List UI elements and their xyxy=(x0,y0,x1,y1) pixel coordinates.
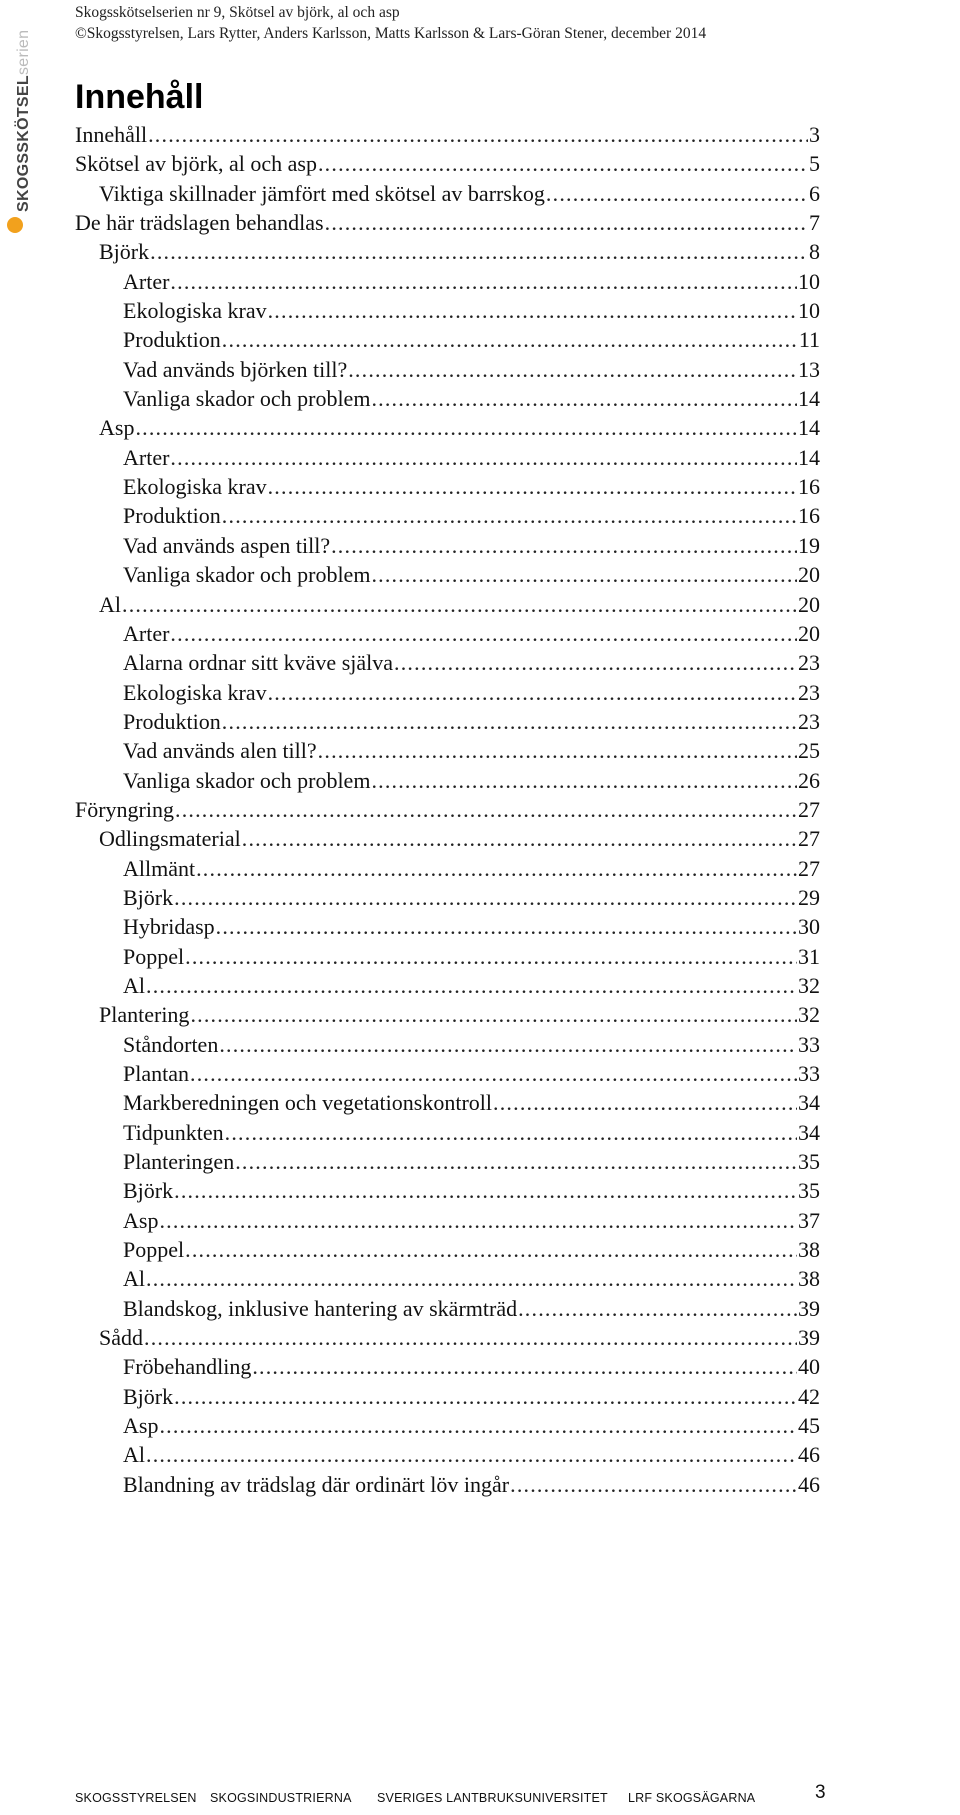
toc-entry[interactable] xyxy=(75,1264,820,1293)
toc-entry-label: Vanliga skador och problem xyxy=(123,386,371,412)
toc-entry-label: Al xyxy=(123,1266,145,1292)
toc-entry-label: Vad används alen till? xyxy=(123,738,317,764)
toc-entry-label: Poppel xyxy=(123,943,185,969)
toc-entry-page: 14 xyxy=(798,386,820,412)
toc-entry[interactable] xyxy=(75,1294,820,1323)
toc-leader-dots xyxy=(371,560,797,589)
toc-entry-label: Poppel xyxy=(123,1237,185,1263)
toc-entry-label: Vad används aspen till? xyxy=(123,532,331,558)
toc-entry[interactable] xyxy=(75,1118,820,1147)
logo-dot-icon xyxy=(7,217,23,233)
toc-entry-page: 27 xyxy=(798,855,820,881)
toc-entry-label: Fröbehandling xyxy=(123,1354,252,1380)
toc-entry-page: 16 xyxy=(798,503,820,529)
toc-entry[interactable] xyxy=(75,883,820,912)
toc-entry-page: 42 xyxy=(798,1383,820,1409)
toc-entry-label: Ekologiska krav xyxy=(123,298,267,324)
toc-entry-page: 23 xyxy=(798,650,820,676)
toc-leader-dots xyxy=(318,736,797,765)
toc-leader-dots xyxy=(371,766,797,795)
toc-entry[interactable] xyxy=(75,619,820,648)
toc-leader-dots xyxy=(135,413,797,442)
toc-leader-dots xyxy=(146,1440,797,1469)
toc-leader-dots xyxy=(235,1147,797,1176)
toc-leader-dots xyxy=(331,531,797,560)
toc-leader-dots xyxy=(219,1030,797,1059)
toc-leader-dots xyxy=(174,883,797,912)
toc-entry[interactable] xyxy=(75,384,820,413)
toc-entry[interactable] xyxy=(75,120,820,149)
toc-entry-page: 20 xyxy=(798,562,820,588)
toc-entry[interactable] xyxy=(75,560,820,589)
toc-leader-dots xyxy=(252,1352,797,1381)
toc-entry-label: Asp xyxy=(123,1207,159,1233)
toc-entry-page: 32 xyxy=(798,1002,820,1028)
toc-entry-label: Blandning av trädslag där ordinärt löv ingår xyxy=(123,1471,510,1497)
toc-leader-dots xyxy=(196,854,797,883)
toc-leader-dots xyxy=(394,648,797,677)
toc-entry[interactable] xyxy=(75,472,820,501)
toc-leader-dots xyxy=(175,795,797,824)
page-number: 3 xyxy=(815,1782,826,1803)
logo-main-text: SKOGSSKÖTSEL xyxy=(15,75,32,212)
toc-entry-page: 19 xyxy=(798,532,820,558)
toc-leader-dots xyxy=(318,149,808,178)
toc-entry[interactable] xyxy=(75,1382,820,1411)
toc-entry-page: 40 xyxy=(798,1354,820,1380)
toc-entry[interactable] xyxy=(75,443,820,472)
toc-entry-label: Markberedningen och vegetationskontroll xyxy=(123,1090,493,1116)
toc-entry-label: Ekologiska krav xyxy=(123,474,267,500)
toc-leader-dots xyxy=(222,325,798,354)
toc-entry-label: Asp xyxy=(99,415,135,441)
toc-entry-label: Ståndorten xyxy=(123,1031,219,1057)
toc-leader-dots xyxy=(546,179,808,208)
toc-entry-label: De här trädslagen behandlas xyxy=(75,210,324,236)
toc-entry[interactable] xyxy=(75,854,820,883)
toc-entry-label: Sådd xyxy=(99,1325,143,1351)
toc-entry-page: 11 xyxy=(798,327,820,353)
toc-entry-page: 6 xyxy=(809,180,820,206)
toc-entry-label: Produktion xyxy=(123,708,221,734)
toc-entry[interactable] xyxy=(75,531,820,560)
footer-org-skogsindustrierna: SKOGSINDUSTRIERNA xyxy=(210,1791,352,1805)
footer-org-skogsstyrelsen: SKOGSSTYRELSEN xyxy=(75,1791,197,1805)
toc-entry[interactable] xyxy=(75,1323,820,1352)
toc-leader-dots xyxy=(268,472,797,501)
toc-entry-page: 5 xyxy=(809,151,820,177)
toc-entry-page: 35 xyxy=(798,1149,820,1175)
toc-leader-dots xyxy=(510,1470,797,1499)
toc-entry-label: Plantan xyxy=(123,1061,189,1086)
toc-entry-page: 14 xyxy=(798,444,820,470)
toc-leader-dots xyxy=(222,501,797,530)
toc-entry-label: Plantering xyxy=(99,1002,190,1028)
toc-entry[interactable] xyxy=(75,1030,820,1059)
toc-entry-label: Produktion xyxy=(123,503,221,529)
toc-entry-page: 29 xyxy=(798,884,820,910)
toc-entry-page: 20 xyxy=(798,620,820,646)
toc-entry-label: Asp xyxy=(123,1413,159,1439)
toc-entry-label: Vanliga skador och problem xyxy=(123,767,371,793)
toc-entry[interactable] xyxy=(75,824,820,853)
toc-entry-page: 46 xyxy=(798,1442,820,1468)
toc-leader-dots xyxy=(144,1323,797,1352)
toc-entry[interactable] xyxy=(75,1470,820,1499)
toc-entry[interactable] xyxy=(75,766,820,795)
toc-entry-page: 34 xyxy=(798,1090,820,1116)
toc-entry-label: Vad används björken till? xyxy=(123,356,348,382)
toc-leader-dots xyxy=(148,120,808,149)
toc-entry-label: Al xyxy=(123,972,145,998)
toc-entry[interactable] xyxy=(75,1235,820,1264)
toc-entry-page: 38 xyxy=(798,1237,820,1263)
toc-entry-label: Produktion xyxy=(123,327,221,353)
toc-leader-dots xyxy=(518,1294,797,1323)
toc-entry[interactable] xyxy=(75,1147,820,1176)
toc-leader-dots xyxy=(170,443,797,472)
toc-entry[interactable] xyxy=(75,179,820,208)
page-title: Innehåll xyxy=(75,78,204,116)
toc-entry-page: 27 xyxy=(798,826,820,852)
series-logo xyxy=(2,29,32,230)
toc-entry[interactable] xyxy=(75,355,820,384)
toc-entry-page: 33 xyxy=(798,1031,820,1057)
toc-entry-page: 8 xyxy=(809,239,820,265)
toc-entry[interactable] xyxy=(75,1059,820,1088)
toc-entry-page: 38 xyxy=(798,1266,820,1292)
toc-entry-label: Arter xyxy=(123,268,170,294)
toc-leader-dots xyxy=(170,267,797,296)
toc-entry[interactable] xyxy=(75,208,820,237)
toc-entry-page: 23 xyxy=(798,679,820,705)
toc-entry-label: Viktiga skillnader jämfört med skötsel av barrskog xyxy=(99,180,545,206)
toc-entry[interactable] xyxy=(75,971,820,1000)
toc-entry-page: 26 xyxy=(798,767,820,793)
toc-entry-page: 32 xyxy=(798,972,820,998)
toc-leader-dots xyxy=(216,912,797,941)
toc-entry-label: Björk xyxy=(123,1178,174,1204)
toc-entry[interactable] xyxy=(75,1411,820,1440)
toc-entry-page: 25 xyxy=(798,738,820,764)
toc-entry[interactable] xyxy=(75,149,820,178)
toc-entry[interactable] xyxy=(75,1440,820,1469)
toc-entry-page: 30 xyxy=(798,914,820,940)
toc-entry-page: 16 xyxy=(798,474,820,500)
toc-leader-dots xyxy=(185,1235,797,1264)
toc-leader-dots xyxy=(493,1088,797,1117)
toc-leader-dots xyxy=(159,1206,797,1235)
toc-entry-label: Björk xyxy=(123,884,174,910)
toc-entry-page: 35 xyxy=(798,1178,820,1204)
toc-entry-label: Arter xyxy=(123,620,170,646)
toc-leader-dots xyxy=(268,296,797,325)
toc-entry-label: Hybridasp xyxy=(123,914,215,940)
toc-entry[interactable] xyxy=(75,648,820,677)
toc-entry-label: Ekologiska krav xyxy=(123,679,267,705)
toc-leader-dots xyxy=(190,1000,797,1029)
toc-entry[interactable] xyxy=(75,736,820,765)
toc-leader-dots xyxy=(268,678,797,707)
toc-entry-page: 7 xyxy=(809,210,820,236)
table-of-contents xyxy=(75,120,820,1499)
toc-entry-label: Arter xyxy=(123,444,170,470)
toc-entry[interactable] xyxy=(75,1088,820,1117)
toc-entry[interactable] xyxy=(75,1352,820,1381)
toc-entry-page: 23 xyxy=(798,708,820,734)
toc-leader-dots xyxy=(170,619,797,648)
toc-entry[interactable] xyxy=(75,1176,820,1205)
toc-entry-label: Blandskog, inklusive hantering av skärmträd xyxy=(123,1295,518,1321)
toc-leader-dots xyxy=(325,208,808,237)
toc-entry-label: Vanliga skador och problem xyxy=(123,562,371,588)
toc-entry[interactable] xyxy=(75,1206,820,1235)
series-title: Skogsskötselserien nr 9, Skötsel av björk, al och asp xyxy=(75,4,400,21)
toc-entry-page: 27 xyxy=(798,796,820,822)
toc-entry-label: Innehåll xyxy=(75,122,148,147)
copyright-line: ©Skogsstyrelsen, Lars Rytter, Anders Karlsson, Matts Karlsson & Lars-Göran Stener, december 2014 xyxy=(75,25,707,42)
footer-org-slu: SVERIGES LANTBRUKSUNIVERSITET xyxy=(377,1791,608,1805)
toc-entry[interactable] xyxy=(75,501,820,530)
toc-entry-label: Tidpunkten xyxy=(123,1119,224,1145)
toc-entry-page: 39 xyxy=(798,1295,820,1321)
toc-leader-dots xyxy=(146,971,797,1000)
toc-entry-page: 46 xyxy=(798,1471,820,1497)
toc-entry-label: Al xyxy=(99,591,121,617)
toc-entry-page: 34 xyxy=(798,1119,820,1145)
toc-entry-page: 13 xyxy=(798,356,820,382)
toc-entry[interactable] xyxy=(75,678,820,707)
toc-entry-page: 31 xyxy=(798,943,820,969)
document-header xyxy=(75,2,706,44)
toc-leader-dots xyxy=(159,1411,797,1440)
toc-entry[interactable] xyxy=(75,912,820,941)
toc-entry[interactable] xyxy=(75,590,820,619)
toc-entry-page: 20 xyxy=(798,591,820,617)
toc-entry-page: 14 xyxy=(798,415,820,441)
toc-entry[interactable] xyxy=(75,237,820,266)
toc-leader-dots xyxy=(190,1059,797,1088)
toc-entry-page: 37 xyxy=(798,1207,820,1233)
toc-entry-page: 39 xyxy=(798,1325,820,1351)
toc-leader-dots xyxy=(150,237,808,266)
toc-entry[interactable] xyxy=(75,795,820,824)
toc-entry-page: 10 xyxy=(798,298,820,324)
toc-entry-label: Alarna ordnar sitt kväve själva xyxy=(123,650,394,676)
toc-leader-dots xyxy=(348,355,797,384)
toc-leader-dots xyxy=(222,707,797,736)
logo-sub-text: serien xyxy=(15,29,32,76)
toc-entry[interactable] xyxy=(75,707,820,736)
toc-entry-label: Allmänt xyxy=(123,855,196,881)
logo-wordmark xyxy=(15,30,33,212)
toc-entry-label: Skötsel av björk, al och asp xyxy=(75,151,317,177)
toc-entry-page: 3 xyxy=(809,122,820,147)
toc-entry-label: Föryngring xyxy=(75,796,174,822)
toc-leader-dots xyxy=(242,824,797,853)
toc-entry-page: 10 xyxy=(798,268,820,294)
toc-leader-dots xyxy=(185,942,797,971)
toc-entry[interactable] xyxy=(75,296,820,325)
toc-leader-dots xyxy=(371,384,797,413)
toc-entry-label: Al xyxy=(123,1442,145,1468)
toc-entry-label: Björk xyxy=(99,239,150,265)
toc-entry-page: 45 xyxy=(798,1413,820,1439)
toc-entry[interactable] xyxy=(75,942,820,971)
toc-entry[interactable] xyxy=(75,413,820,442)
toc-leader-dots xyxy=(122,590,797,619)
toc-entry[interactable] xyxy=(75,1000,820,1029)
toc-leader-dots xyxy=(146,1264,797,1293)
toc-entry-label: Odlingsmaterial xyxy=(99,826,241,852)
toc-leader-dots xyxy=(174,1176,797,1205)
toc-entry-page: 33 xyxy=(798,1061,820,1086)
toc-leader-dots xyxy=(174,1382,797,1411)
footer-org-lrf: LRF SKOGSÄGARNA xyxy=(628,1791,756,1805)
toc-entry-label: Björk xyxy=(123,1383,174,1409)
toc-entry-label: Planteringen xyxy=(123,1149,235,1175)
toc-entry[interactable] xyxy=(75,267,820,296)
toc-entry[interactable] xyxy=(75,325,820,354)
toc-leader-dots xyxy=(225,1118,797,1147)
